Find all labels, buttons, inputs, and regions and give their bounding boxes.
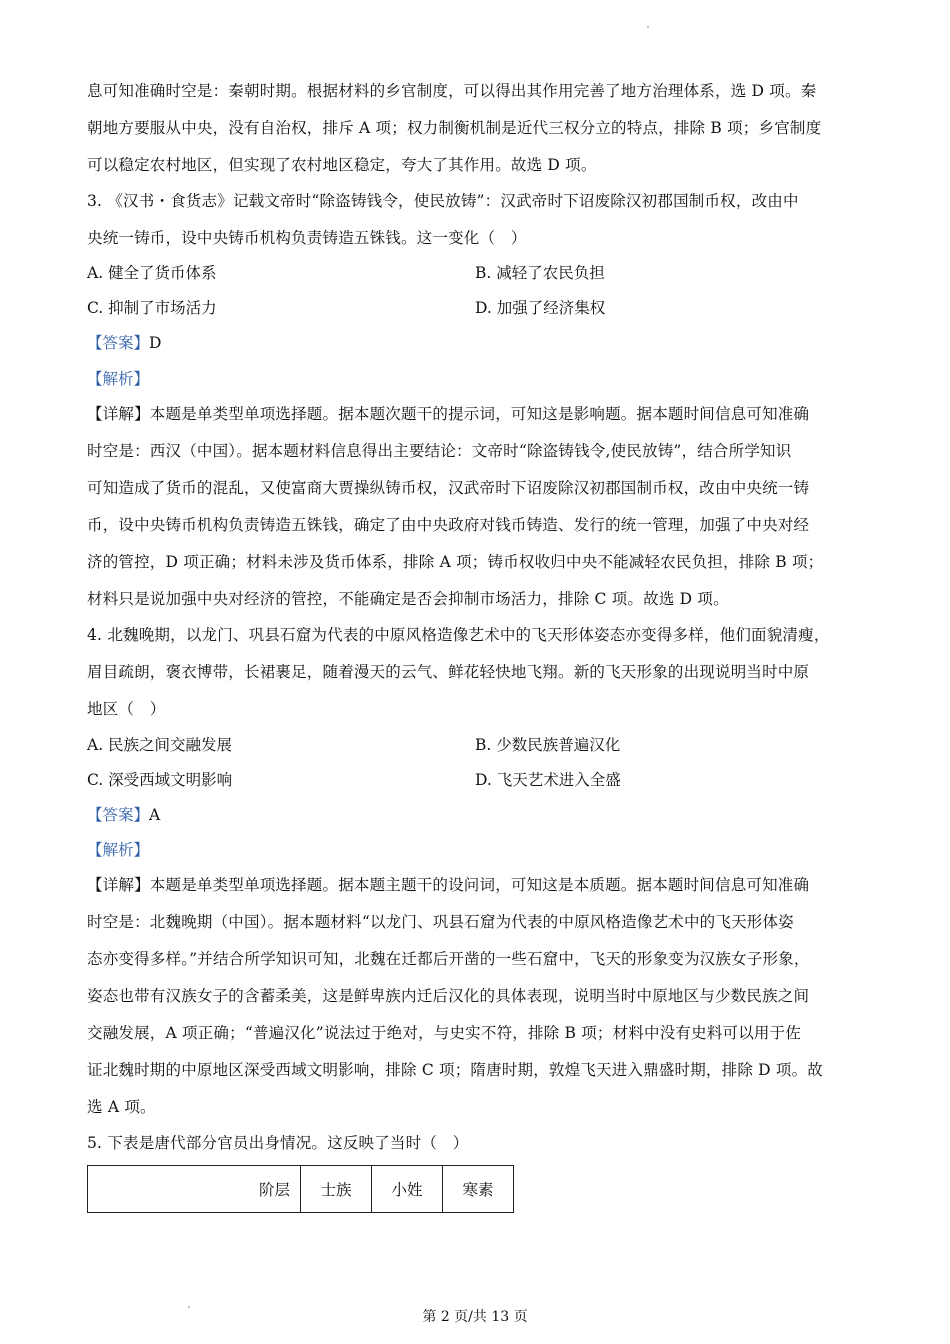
- continuation-line: 息可知准确时空是：秦朝时期。根据材料的乡官制度，可以得出其作用完善了地方治理体系，选 D 项。秦: [87, 82, 817, 100]
- continuation-line: 朝地方要服从中央，没有自治权，排斥 A 项；权力制衡机制是近代三权分立的特点，排除 B 项；乡官制度: [87, 119, 822, 137]
- q4-detail: 证北魏时期的中原地区深受西域文明影响，排除 C 项；隋唐时期，敦煌飞天进入鼎盛时期，排除 D 项。故: [87, 1061, 823, 1079]
- q4-option-d: D. 飞天艺术进入全盛: [475, 771, 621, 789]
- q3-detail: 济的管控，D 项正确；材料未涉及货币体系，排除 A 项；铸币权收归中央不能减轻农民负担，排除 B 项；: [87, 553, 824, 571]
- q4-option-a: A. 民族之间交融发展: [87, 736, 233, 754]
- scan-speck: [647, 26, 649, 28]
- answer-value: D: [149, 334, 162, 352]
- q4-analysis-label: 【解析】: [87, 841, 150, 859]
- q3-detail: 币，设中央铸币机构负责铸造五铢钱，确定了由中央政府对钱币铸造、发行的统一管理，加强了中央对经: [87, 516, 810, 534]
- q3-stem: 3. 《汉书・食货志》记载文帝时“除盗铸钱令，使民放铸”：汉武帝时下诏废除汉初郡国制币权，改由中: [87, 192, 799, 210]
- q3-detail: 【详解】本题是单类型单项选择题。据本题次题干的提示词，可知这是影响题。据本题时间信息可知准确: [87, 405, 810, 423]
- q5-stem: 5. 下表是唐代部分官员出身情况。这反映了当时（ ）: [87, 1134, 469, 1152]
- q3-analysis-label: 【解析】: [87, 370, 150, 388]
- q3-option-c: C. 抑制了市场活力: [87, 299, 217, 317]
- q4-stem: 4. 北魏晚期，以龙门、巩县石窟为代表的中原风格造像艺术中的飞天形体姿态亦变得多样，他们面貌清瘦，: [87, 626, 830, 644]
- q4-detail: 姿态也带有汉族女子的含蓄柔美，这是鲜卑族内迁后汉化的具体表现，说明当时中原地区与少数民族之间: [87, 987, 810, 1005]
- q4-detail: 选 A 项。: [87, 1098, 156, 1116]
- q4-option-c: C. 深受西域文明影响: [87, 771, 233, 789]
- q4-detail: 【详解】本题是单类型单项选择题。据本题主题干的设问词，可知这是本质题。据本题时间信息可知准确: [87, 876, 810, 894]
- q3-detail: 材料只是说加强中央对经济的管控，不能确定是否会抑制市场活力，排除 C 项。故选 D 项。: [87, 590, 729, 608]
- answer-label: 【答案】: [87, 806, 150, 824]
- officials-origin-table: [87, 1165, 514, 1213]
- q3-detail: 时空是：西汉（中国）。据本题材料信息得出主要结论：文帝时“除盗铸钱令,使民放铸”，结合所学知识: [87, 442, 792, 460]
- page-footer: 第 2 页/共 13 页: [422, 1309, 528, 1325]
- q3-detail: 可知造成了货币的混乱，又使富商大贾操纵铸币权，汉武帝时下诏废除汉初郡国制币权，改由中央统一铸: [87, 479, 810, 497]
- table-header-cell: 寒素: [443, 1166, 514, 1213]
- answer-label: 【答案】: [87, 334, 150, 352]
- q4-answer: [87, 804, 160, 826]
- q3-option-a: A. 健全了货币体系: [87, 264, 217, 282]
- q4-detail: 态亦变得多样。”并结合所学知识可知，北魏在迁都后开凿的一些石窟中，飞天的形象变为汉族女子形象，: [87, 950, 810, 968]
- q4-stem: 眉目疏朗，褒衣博带，长裙裹足，随着漫天的云气、鲜花轻快地飞翔。新的飞天形象的出现说明当时中原: [87, 663, 810, 681]
- q3-option-b: B. 减轻了农民负担: [475, 264, 605, 282]
- q4-detail: 时空是：北魏晚期（中国）。据本题材料“以龙门、巩县石窟为代表的中原风格造像艺术中的飞天形体姿: [87, 913, 794, 931]
- q4-stem: 地区（ ）: [87, 700, 166, 718]
- table-header-row: [88, 1166, 514, 1213]
- q4-option-b: B. 少数民族普遍汉化: [475, 736, 621, 754]
- q3-option-d: D. 加强了经济集权: [475, 299, 606, 317]
- table-header-cell: 小姓: [372, 1166, 443, 1213]
- table-header-cell: 阶层: [88, 1166, 301, 1213]
- q3-stem: 央统一铸币，设中央铸币机构负责铸造五铢钱。这一变化（ ）: [87, 229, 527, 247]
- continuation-line: 可以稳定农村地区，但实现了农村地区稳定，夸大了其作用。故选 D 项。: [87, 156, 597, 174]
- q3-answer: [87, 332, 161, 354]
- answer-value: A: [149, 806, 161, 824]
- q4-detail: 交融发展，A 项正确；“普遍汉化”说法过于绝对，与史实不符，排除 B 项；材料中没有史料可以用于佐: [87, 1024, 802, 1042]
- table-header-cell: 士族: [301, 1166, 372, 1213]
